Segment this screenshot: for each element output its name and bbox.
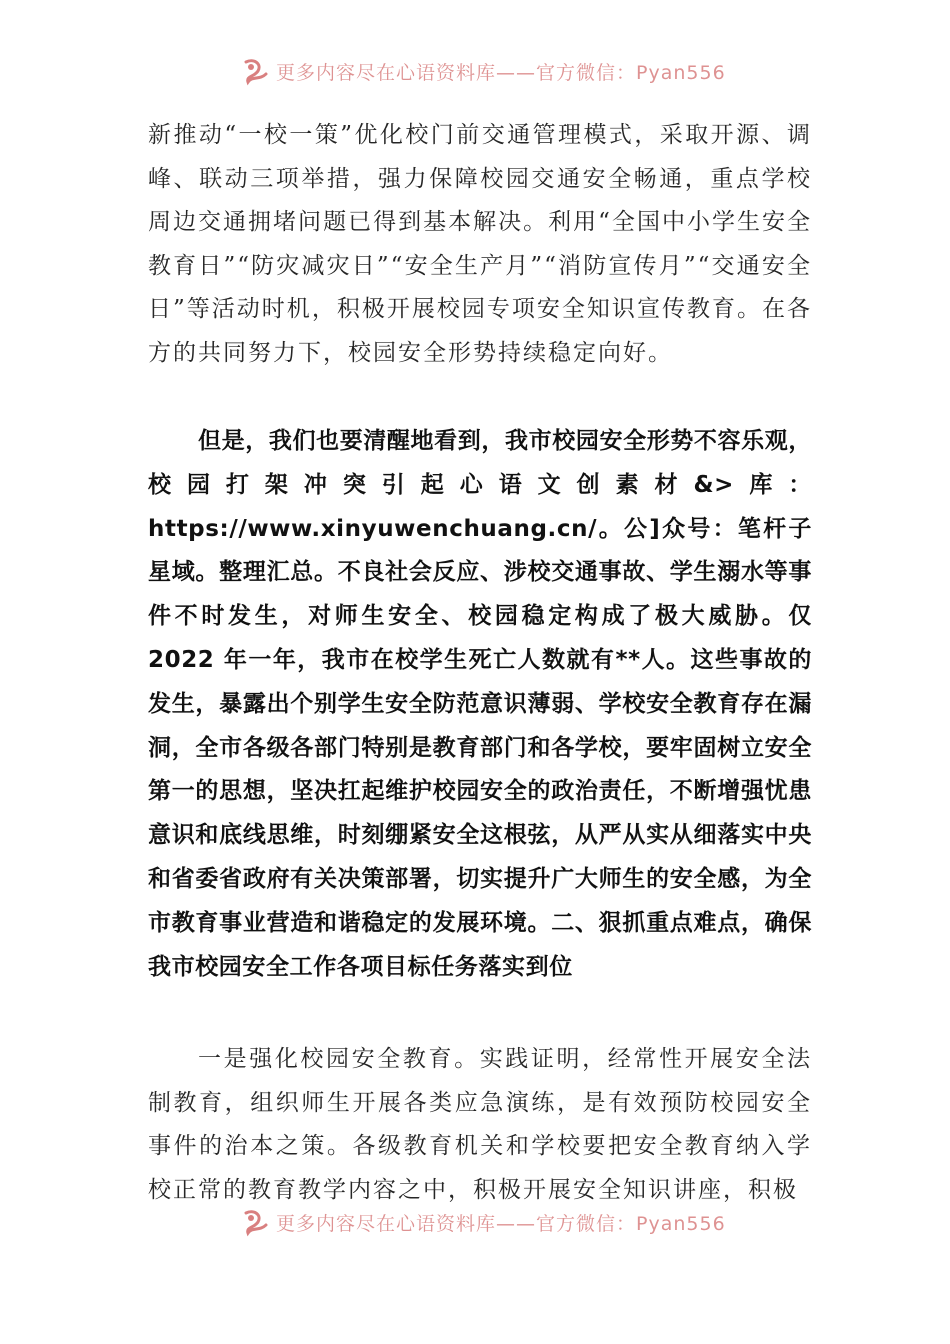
logo-icon [240, 56, 270, 86]
paragraph-1: 新推动“一校一策”优化校门前交通管理模式，采取开源、调峰、联动三项举措，强力保障校园交通安全畅通，重点学校周边交通拥堵问题已得到基本解决。利用“全国中小学生安全教育日”“防灾减灾日”“安全生产月”“消防宣传月”“交通安全日”等活动时机，积极开展校园专项安全知识宣传教育。在各方的共同努力下，校园安全形势持续稳定向好。 [148, 122, 812, 366]
paragraph-2: 但是，我们也要清醒地看到，我市校园安全形势不容乐观，校园打架冲突引起心语文创素材&>库：https://www.xinyuwenchuang.cn/。公]众号：笔杆子星域。整理汇总。不良社会反应、涉校交通事故、学生溺水等事件不时发生，对师生安全、校园稳定构成了极大威胁。仅 2022 年一年，我市在校学生死亡人数就有**人。这些事故的发生，暴露出个别学生安全防范意识薄弱、学校安全教育存在漏洞，全市各级各部门特别是教育部门和各学校，要牢固树立安全第一的思想，坚决扛起维护校园安全的政治责任，不断增强忧患意识和底线思维，时刻绷紧安全这根弦，从严从实从细落实中央和省委省政府有关决策部署，切实提升广大师生的安全感，为全市教育事业营造和谐稳定的发展环境。二、狠抓重点难点，确保我市校园安全工作各项目标任务落实到位 [148, 428, 812, 980]
paragraph-3: 一是强化校园安全教育。实践证明，经常性开展安全法制教育，组织师生开展各类应急演练，是有效预防校园安全事件的治本之策。各级教育机关和学校要把安全教育纳入学校正常的教育教学内容之中，积极开展安全知识讲座，积极 [148, 1046, 812, 1203]
logo-icon [240, 1207, 270, 1237]
watermark-header [240, 54, 760, 88]
watermark-text: 更多内容尽在心语资料库——官方微信：Pyan556 [276, 61, 726, 84]
watermark-footer [240, 1205, 760, 1239]
watermark-text: 更多内容尽在心语资料库——官方微信：Pyan556 [276, 1212, 726, 1235]
